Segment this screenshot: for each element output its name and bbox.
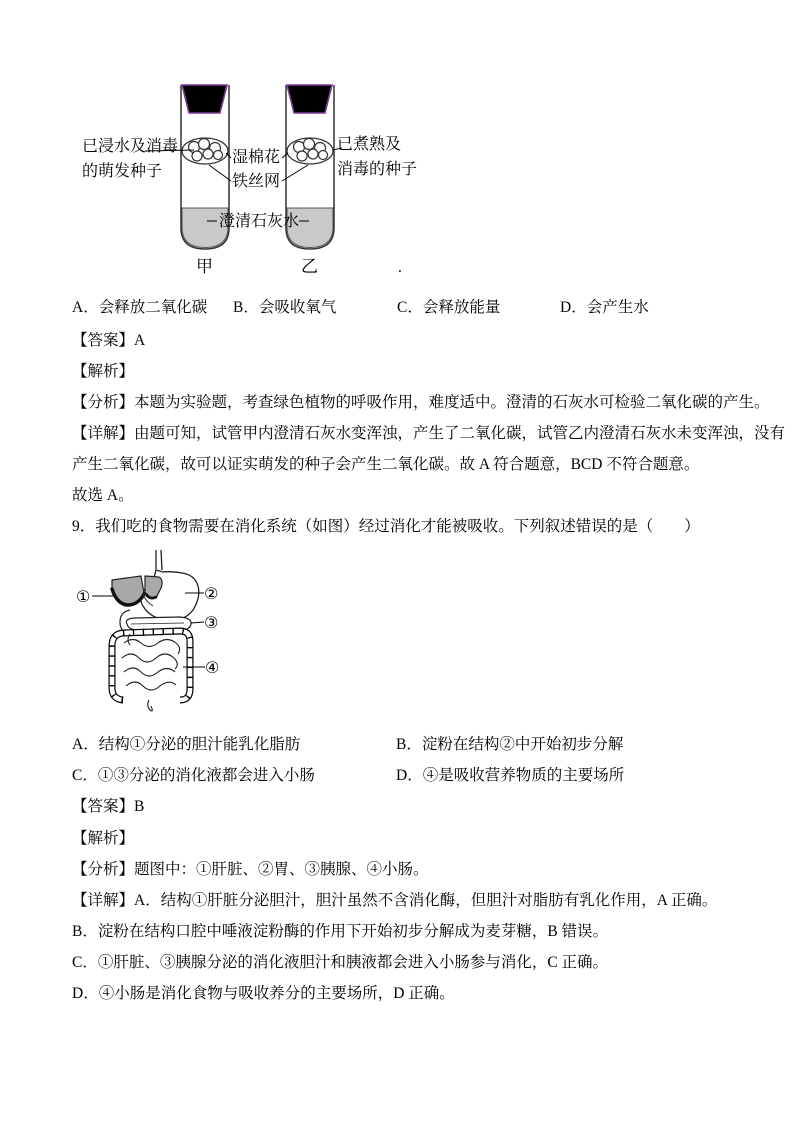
stopper-icon: [182, 85, 227, 113]
q8-analysis-tag: 【解析】: [72, 363, 135, 380]
seeds-yi: [287, 138, 333, 164]
organ-label-4: ④: [205, 658, 220, 677]
q8-option-b: B．会吸收氧气: [233, 299, 337, 316]
label-boiled-seeds-line1: 已煮熟及: [337, 136, 402, 153]
stopper-icon: [287, 85, 332, 113]
q9-analysis-line: 【分析】题图中：①肝脏、②胃、③胰腺、④小肠。: [72, 861, 429, 878]
organ-label-3: ③: [204, 613, 219, 632]
q9-detail-a: 【详解】A．结构①肝脏分泌胆汁，胆汁虽然不含消化酶，但胆汁对脂肪有乳化作用，A 正确。: [72, 892, 718, 909]
organ-label-2: ②: [204, 584, 219, 603]
label-tube-jia: 甲: [196, 257, 213, 276]
organ-label-1: ①: [76, 587, 91, 606]
label-boiled-seeds-line2: 消毒的种子: [337, 161, 418, 178]
q8-conclusion: 故选 A。: [72, 487, 134, 504]
q8-answer-line: 【答案】A: [72, 332, 146, 349]
q9-option-c: C．①③分泌的消化液都会进入小肠: [72, 767, 315, 784]
q8-detail-line1: 【详解】由题可知，试管甲内澄清石灰水变浑浊，产生了二氧化碳，试管乙内澄清石灰水未变浑浊，没有: [72, 425, 786, 442]
label-wet-cotton: 湿棉花: [232, 149, 281, 166]
q9-option-a: A．结构①分泌的胆汁能乳化脂肪: [72, 736, 301, 753]
stray-period: .: [398, 259, 402, 276]
rectum: [148, 700, 153, 711]
q9-option-b: B．淀粉在结构②中开始初步分解: [396, 736, 624, 753]
q9-detail-c: C．①肝脏、③胰腺分泌的消化液胆汁和胰液都会进入小肠参与消化，C 正确。: [72, 954, 609, 971]
q8-option-c: C．会释放能量: [397, 299, 501, 316]
q9-option-d: D．④是吸收营养物质的主要场所: [396, 767, 625, 784]
label-soaked-seeds-line1: 已浸水及消毒: [82, 138, 179, 155]
label-soaked-seeds-line2: 的萌发种子: [82, 163, 163, 180]
q9-detail-b: B．淀粉在结构口腔中唾液淀粉酶的作用下开始初步分解成为麦芽糖，B 错误。: [72, 923, 609, 940]
seeds-jia: [182, 138, 228, 164]
q8-option-d: D．会产生水: [560, 299, 649, 316]
q9-answer-line: 【答案】B: [72, 798, 145, 815]
label-wire-mesh: 铁丝网: [232, 173, 281, 190]
germination-experiment-diagram: [70, 80, 420, 280]
q9-analysis-tag: 【解析】: [72, 830, 135, 847]
label-tube-yi: 乙: [301, 257, 318, 276]
digestive-system-diagram: [70, 550, 245, 715]
q9-detail-d: D．④小肠是消化食物与吸收养分的主要场所，D 正确。: [72, 985, 455, 1002]
esophagus: [156, 550, 162, 570]
q8-detail-line2: 产生二氧化碳，故可以证实萌发的种子会产生二氧化碳。故 A 符合题意，BCD 不符合题意。: [72, 456, 700, 473]
q8-analysis-line: 【分析】本题为实验题，考查绿色植物的呼吸作用，难度适中。澄清的石灰水可检验二氧化碳的产生。: [72, 394, 770, 411]
q9-question: 9．我们吃的食物需要在消化系统（如图）经过消化才能被吸收。下列叙述错误的是（ ）: [72, 518, 700, 535]
q8-option-a: A．会释放二氧化碳: [72, 299, 208, 316]
small-intestine: [122, 634, 180, 711]
label-limewater: 澄清石灰水: [219, 213, 300, 230]
